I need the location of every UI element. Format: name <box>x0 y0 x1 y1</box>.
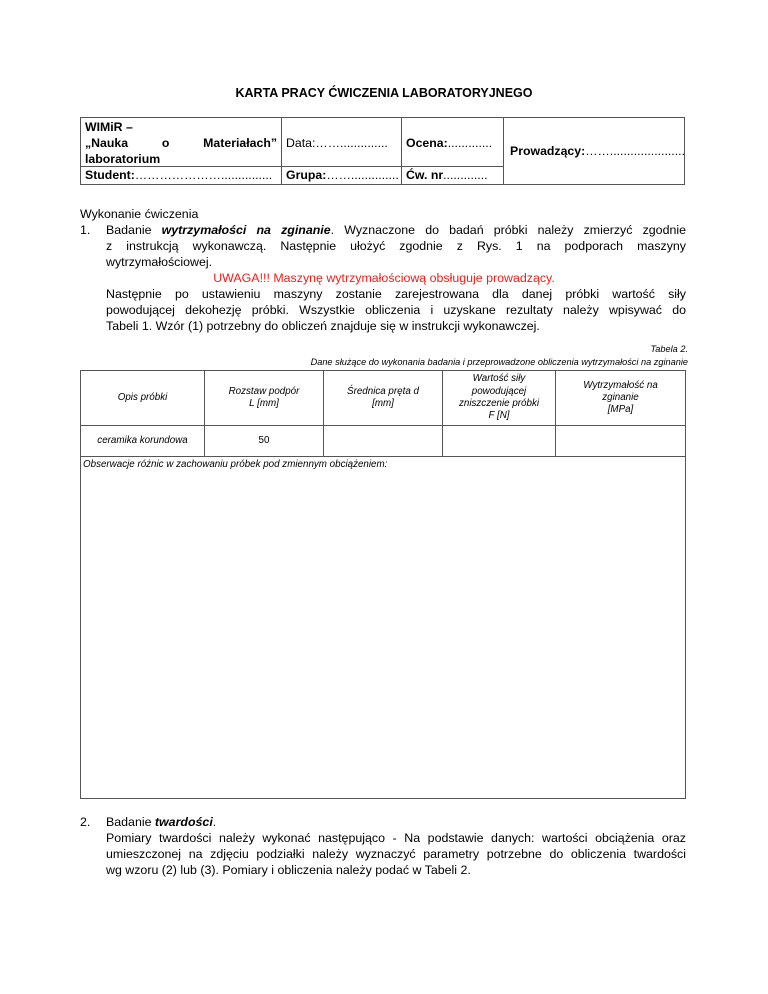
table-row-diameter-input[interactable] <box>323 425 443 457</box>
table-label: Tabela 2. <box>650 344 688 354</box>
section1-line-2: z instrukcją wykonawczą. Następnie ułożyć zgodnie z Rys. 1 na podporach maszyny <box>106 239 686 253</box>
table-row-force-input[interactable] <box>442 425 556 457</box>
exercise-number-field[interactable]: Ćw. nr............. <box>401 166 504 185</box>
header-table <box>80 117 685 185</box>
section-heading: Wykonanie ćwiczenia <box>80 207 199 221</box>
observations-box[interactable] <box>80 456 686 799</box>
page-title: KARTA PRACY ĆWICZENIA LABORATORYJNEGO <box>235 86 533 100</box>
grade-field[interactable]: Ocena:............. <box>401 117 504 167</box>
observations-label: Obserwacje różnic w zachowaniu próbek pod zmiennym obciążeniem: <box>83 459 388 470</box>
table-caption: Dane służące do wykonania badania i przeprowadzone obliczenia wytrzymałości na zginanie <box>310 357 688 367</box>
column-header-force: Wartość siły powodującej zniszczenie próbki F [N] <box>442 370 556 426</box>
course-line-2: „Nauka o Materiałach” <box>85 136 277 150</box>
section2-emphasis: twardości <box>154 815 213 829</box>
student-field[interactable]: Student:…………………............... <box>80 166 282 185</box>
instructor-field[interactable]: Prowadzący:……...................... <box>503 117 685 185</box>
section2-number: 2. <box>80 815 91 829</box>
column-header-span: Rozstaw podpór L [mm] <box>204 370 324 426</box>
section2-line-1: Badanie twardości. <box>106 815 217 829</box>
section1-number: 1. <box>80 223 91 237</box>
column-header-diameter: Średnica pręta d [mm] <box>323 370 443 426</box>
column-header-strength: Wytrzymałość na zginanie [MPa] <box>555 370 686 426</box>
warning-text: UWAGA!!! Maszynę wytrzymałościową obsługuje prowadzący. <box>213 271 555 285</box>
column-header-sample: Opis próbki <box>80 370 205 426</box>
section2-line-2: Pomiary twardości należy wykonać następująco - Na podstawie danych: wartości obciążenia oraz <box>106 831 686 845</box>
section1-emphasis: wytrzymałości na zginanie <box>161 223 331 237</box>
table-row-sample: ceramika korundowa <box>80 425 205 457</box>
course-cell <box>80 117 282 167</box>
table-row-strength-input[interactable] <box>555 425 686 457</box>
section1-line-3: wytrzymałościowej. <box>106 255 213 269</box>
section1-line-1: Badanie wytrzymałości na zginanie. Wyznaczone do badań próbki należy zmierzyć zgodnie <box>106 223 686 237</box>
section2-line-3: umieszczonej na zdjęciu podziałki należy wyznaczyć parametry potrzebne do obliczenia twardości <box>106 847 686 861</box>
section1-line-5: powodującej dekohezję próbki. Wszystkie obliczenia i uzyskane rezultaty należy wpisywać do <box>106 303 686 317</box>
section1-line-6: Tabeli 1. Wzór (1) potrzebny do obliczeń znajduje się w instrukcji wykonawczej. <box>106 319 540 333</box>
course-line-1: WIMiR – <box>85 120 133 134</box>
group-field[interactable]: Grupa:…….............. <box>281 166 402 185</box>
date-field[interactable]: Data:…….............. <box>281 117 402 167</box>
section2-line-4: wg wzoru (2) lub (3). Pomiary i obliczenia należy podać w Tabeli 2. <box>106 863 471 877</box>
table-row-span: 50 <box>204 425 324 457</box>
course-line-3: laboratorium <box>85 152 161 166</box>
section1-line-4: Następnie po ustawieniu maszyny zostanie zarejestrowana dla danej próbki wartość siły <box>106 287 686 301</box>
